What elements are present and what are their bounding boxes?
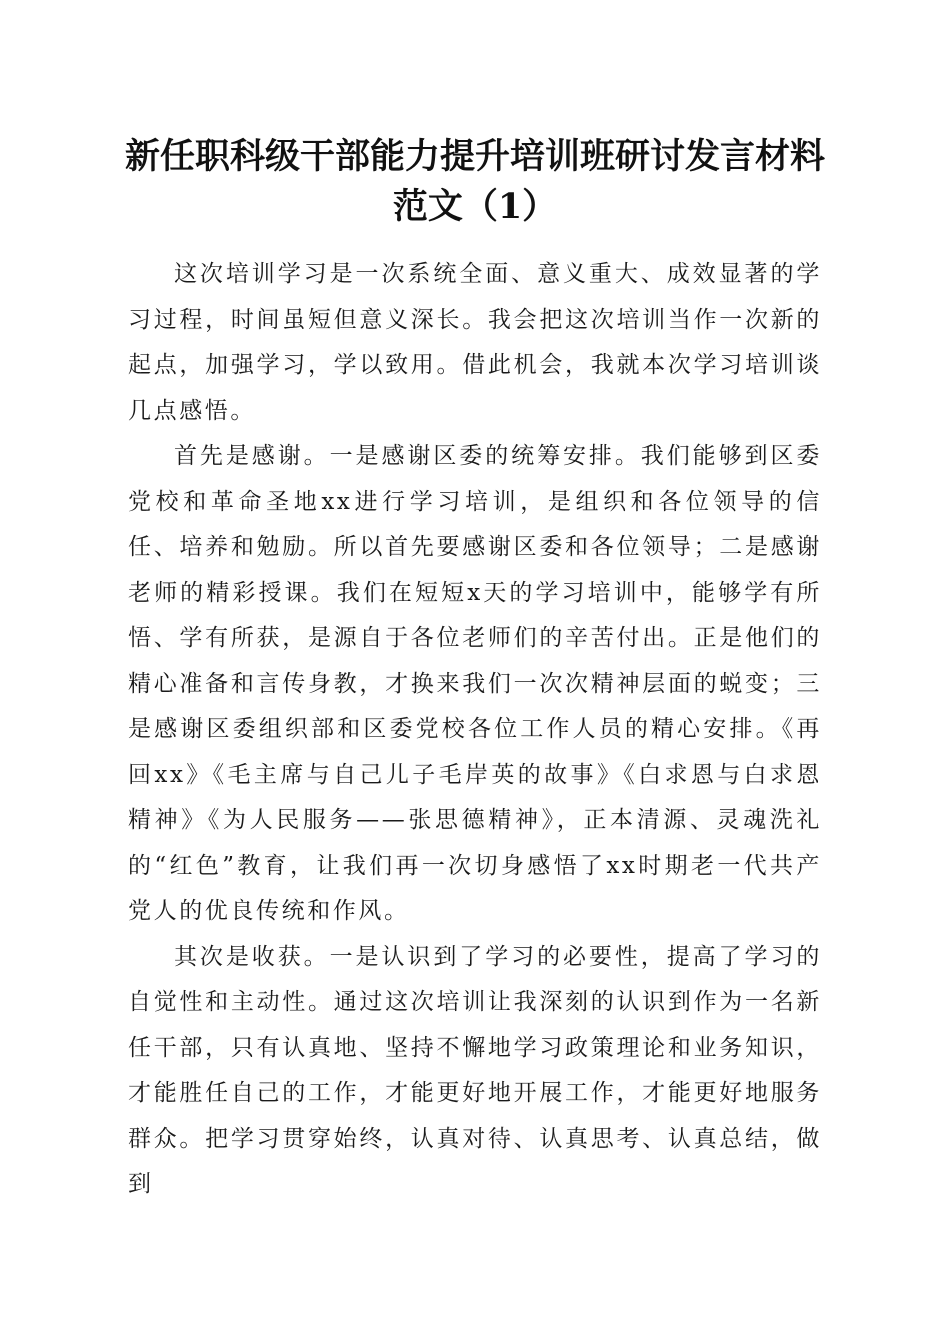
document-title — [100, 132, 850, 232]
document-body — [128, 252, 822, 1208]
paragraph-gratitude: 首先是感谢。一是感谢区委的统筹安排。我们能够到区委党校和革命圣地xx进行学习培训，是组织和各位领导的信任、培养和勉励。所以首先要感谢区委和各位领导；二是感谢老师的精彩授课。我们在短短x天的学习培训中，能够学有所悟、学有所获，是源自于各位老师们的辛苦付出。正是他们的精心准备和言传身教，才换来我们一次次精神层面的蜕变；三是感谢区委组织部和区委党校各位工作人员的精心安排。《再回xx》《毛主席与自己儿子毛岸英的故事》《白求恩与白求恩精神》《为人民服务——张思德精神》，正本清源、灵魂洗礼的“红色”教育，让我们再一次切身感悟了xx时期老一代共产党人的优良传统和作风。 — [128, 443, 822, 924]
title-line-1: 新任职科级干部能力提升培训班研讨发言材料 — [124, 136, 825, 177]
paragraph-intro: 这次培训学习是一次系统全面、意义重大、成效显著的学习过程，时间虽短但意义深长。我会把这次培训当作一次新的起点，加强学习，学以致用。借此机会，我就本次学习培训谈几点感悟。 — [128, 261, 822, 424]
paragraph-gains: 其次是收获。一是认识到了学习的必要性，提高了学习的自觉性和主动性。通过这次培训让我深刻的认识到作为一名新任干部，只有认真地、坚持不懈地学习政策理论和业务知识，才能胜任自己的工作，才能更好地开展工作，才能更好地服务群众。把学习贯穿始终，认真对待、认真思考、认真总结，做到 — [128, 943, 822, 1197]
title-line-2: 范文（1） — [392, 186, 558, 227]
